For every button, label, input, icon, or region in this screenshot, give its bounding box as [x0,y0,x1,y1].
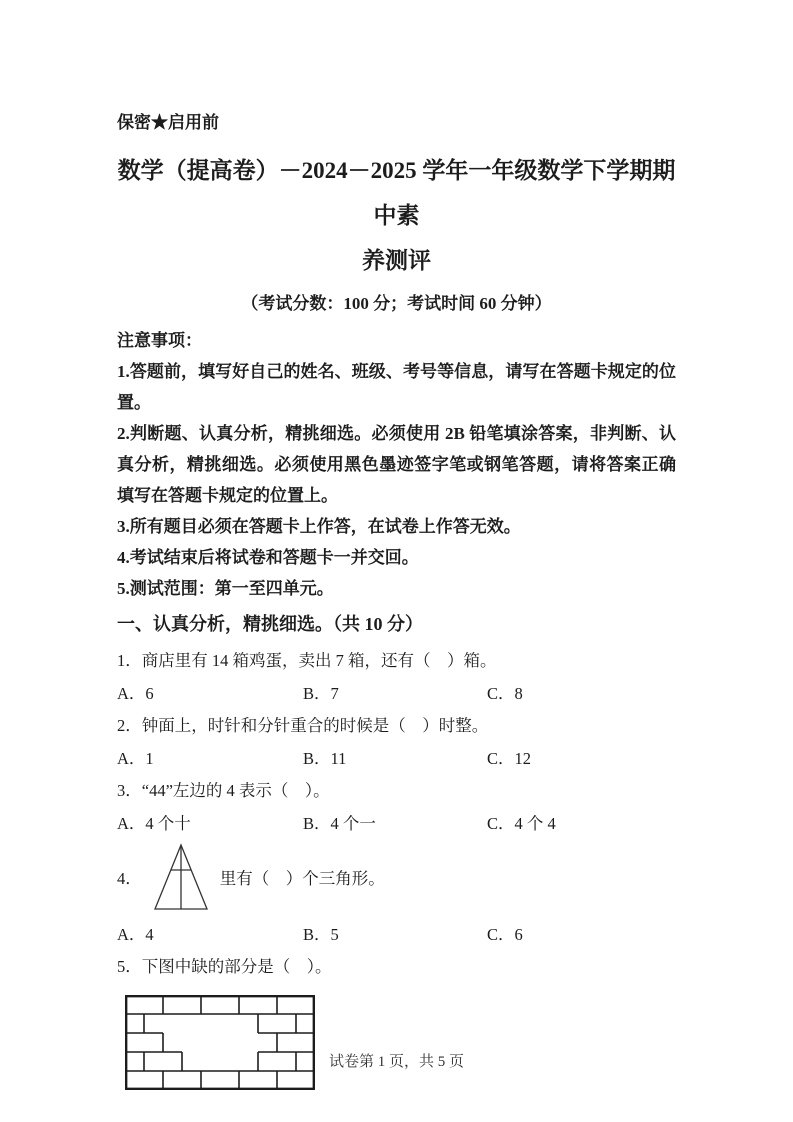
question-2-options [117,748,676,769]
title-line-2: 养测评 [362,248,431,273]
option-b: B．5 [303,925,339,944]
option-b: B．11 [303,749,347,768]
option-c: C．12 [487,749,532,768]
note-item-1: 1.答题前，填写好自己的姓名、班级、考号等信息，请写在答题卡规定的位置。 [117,362,676,412]
triangle-figure-svg [150,842,212,912]
page-title [117,148,676,283]
triangle-figure [150,842,212,912]
question-4-text: 里有（ ）个三角形。 [219,869,385,888]
option-a: A．1 [117,749,154,768]
question-3-options [117,813,676,834]
option-a: A．6 [117,684,154,703]
note-item-2: 2.判断题、认真分析，精挑细选。必须使用 2B 铅笔填涂答案，非判断、认真分析，精挑细选。必须使用黑色墨迹签字笔或钢笔答题，请将答案正确填写在答题卡规定的位置上。 [117,424,676,505]
question-4-number: 4． [117,869,142,888]
question-4-row [117,842,676,912]
note-item-5: 5.测试范围：第一至四单元。 [117,579,334,598]
question-2-text: 2．钟面上，时针和分针重合的时候是（ ）时整。 [117,716,489,735]
option-c: C．6 [487,925,523,944]
question-1-text: 1．商店里有 14 箱鸡蛋，卖出 7 箱，还有（ ）箱。 [117,651,497,670]
option-c: C．8 [487,684,523,703]
question-5-text: 5．下图中缺的部分是（ ）。 [117,957,332,976]
confidential-label: 保密★启用前 [117,113,219,132]
question-1-options [117,683,676,704]
page-number-footer: 试卷第 1 页，共 5 页 [328,1054,464,1070]
title-line-1: 数学（提高卷）－2024－2025 学年一年级数学下学期期中素 [117,158,676,228]
option-a: A．4 [117,925,154,944]
section-1-heading: 一、认真分析，精挑细选。（共 10 分） [117,614,423,634]
option-a: A．4 个十 [117,814,191,833]
option-b: B．7 [303,684,339,703]
notes-heading: 注意事项： [117,331,202,350]
question-3-text: 3．“44”左边的 4 表示（ ）。 [117,781,330,800]
option-c: C．4 个 4 [487,814,556,833]
brick-wall-figure [125,994,676,1091]
note-item-3: 3.所有题目必须在答题卡上作答，在试卷上作答无效。 [117,517,521,536]
exam-info-line: （考试分数：100 分；考试时间 60 分钟） [241,294,552,313]
brick-wall-figure-svg [125,994,315,1091]
note-item-4: 4.考试结束后将试卷和答题卡一并交回。 [117,548,419,567]
question-4-options [117,924,676,945]
option-b: B．4 个一 [303,814,376,833]
